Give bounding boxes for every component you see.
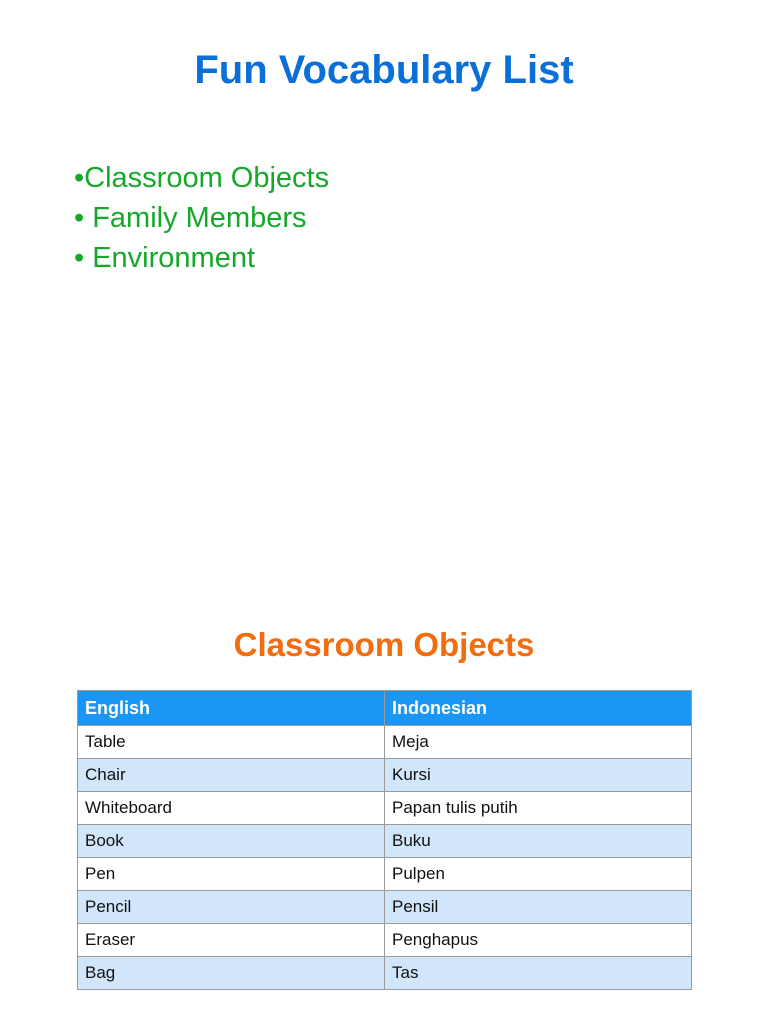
english-word: Book [78, 825, 385, 858]
table-row [78, 957, 692, 990]
english-word: Eraser [78, 924, 385, 957]
topic-item-environment: • Environment [74, 242, 256, 274]
indonesian-word: Kursi [385, 759, 692, 792]
column-header-english: English [78, 691, 385, 726]
english-word: Table [78, 726, 385, 759]
table-row [78, 858, 692, 891]
table-row [78, 891, 692, 924]
table-header-row [78, 691, 692, 726]
column-header-indonesian: Indonesian [385, 691, 692, 726]
page-title: Fun Vocabulary List [194, 48, 574, 92]
vocabulary-table [77, 690, 692, 990]
table-row [78, 726, 692, 759]
topic-item-classroom-objects: •Classroom Objects [74, 162, 330, 194]
english-word: Whiteboard [78, 792, 385, 825]
english-word: Bag [78, 957, 385, 990]
indonesian-word: Tas [385, 957, 692, 990]
table-row [78, 924, 692, 957]
topic-list [74, 158, 329, 278]
topic-item-family-members: • Family Members [74, 202, 307, 234]
english-word: Chair [78, 759, 385, 792]
indonesian-word: Papan tulis putih [385, 792, 692, 825]
indonesian-word: Penghapus [385, 924, 692, 957]
section-title: Classroom Objects [233, 626, 535, 663]
indonesian-word: Buku [385, 825, 692, 858]
english-word: Pencil [78, 891, 385, 924]
table-row [78, 759, 692, 792]
table-row [78, 825, 692, 858]
table-row [78, 792, 692, 825]
indonesian-word: Pulpen [385, 858, 692, 891]
indonesian-word: Meja [385, 726, 692, 759]
english-word: Pen [78, 858, 385, 891]
indonesian-word: Pensil [385, 891, 692, 924]
